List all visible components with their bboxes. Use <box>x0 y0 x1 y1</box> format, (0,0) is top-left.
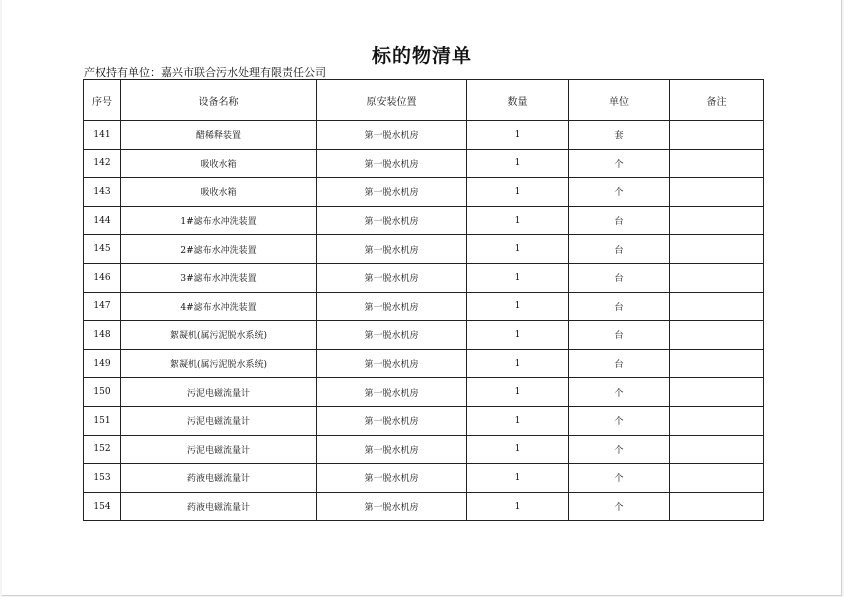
table-row <box>84 492 764 521</box>
table-row <box>84 178 764 207</box>
cell-row-number: 142 <box>84 149 121 178</box>
cell-install-location: 第一脱水机房 <box>317 435 467 464</box>
table-row <box>84 378 764 407</box>
header-cell: 数量 <box>467 80 569 121</box>
cell-unit: 台 <box>569 292 670 321</box>
cell-remarks <box>670 378 764 407</box>
cell-row-number: 147 <box>84 292 121 321</box>
cell-equipment-name: 药液电磁流量计 <box>121 492 317 521</box>
cell-equipment-name: 污泥电磁流量计 <box>121 406 317 435</box>
cell-unit: 个 <box>569 464 670 493</box>
cell-unit: 台 <box>569 349 670 378</box>
cell-install-location: 第一脱水机房 <box>317 464 467 493</box>
cell-install-location: 第一脱水机房 <box>317 149 467 178</box>
cell-remarks <box>670 435 764 464</box>
cell-remarks <box>670 349 764 378</box>
cell-quantity: 1 <box>467 321 569 350</box>
cell-quantity: 1 <box>467 492 569 521</box>
cell-quantity: 1 <box>467 178 569 207</box>
page-title: 标的物清单 <box>371 45 472 67</box>
cell-remarks <box>670 263 764 292</box>
owner-line: 产权持有单位：嘉兴市联合污水处理有限责任公司 <box>84 66 326 79</box>
cell-equipment-name: 2#滤布水冲洗装置 <box>121 235 317 264</box>
cell-quantity: 1 <box>467 263 569 292</box>
table-row <box>84 292 764 321</box>
table-row <box>84 464 764 493</box>
header-cell: 序号 <box>84 80 121 121</box>
cell-equipment-name: 醋稀释装置 <box>121 121 317 150</box>
cell-equipment-name: 絮凝机(属污泥脱水系统) <box>121 349 317 378</box>
cell-install-location: 第一脱水机房 <box>317 406 467 435</box>
cell-unit: 个 <box>569 178 670 207</box>
cell-quantity: 1 <box>467 464 569 493</box>
cell-row-number: 149 <box>84 349 121 378</box>
header-cell: 原安装位置 <box>317 80 467 121</box>
cell-quantity: 1 <box>467 349 569 378</box>
cell-remarks <box>670 149 764 178</box>
cell-install-location: 第一脱水机房 <box>317 492 467 521</box>
cell-equipment-name: 污泥电磁流量计 <box>121 378 317 407</box>
cell-remarks <box>670 464 764 493</box>
cell-unit: 台 <box>569 263 670 292</box>
cell-remarks <box>670 292 764 321</box>
cell-remarks <box>670 178 764 207</box>
header-cell: 设备名称 <box>121 80 317 121</box>
cell-quantity: 1 <box>467 121 569 150</box>
cell-equipment-name: 吸收水箱 <box>121 149 317 178</box>
cell-row-number: 154 <box>84 492 121 521</box>
cell-unit: 套 <box>569 121 670 150</box>
cell-quantity: 1 <box>467 378 569 407</box>
table-row <box>84 121 764 150</box>
cell-equipment-name: 吸收水箱 <box>121 178 317 207</box>
cell-row-number: 152 <box>84 435 121 464</box>
cell-install-location: 第一脱水机房 <box>317 178 467 207</box>
cell-unit: 个 <box>569 149 670 178</box>
cell-install-location: 第一脱水机房 <box>317 263 467 292</box>
cell-row-number: 144 <box>84 206 121 235</box>
equipment-table <box>83 79 764 521</box>
cell-equipment-name: 4#滤布水冲洗装置 <box>121 292 317 321</box>
cell-equipment-name: 药液电磁流量计 <box>121 464 317 493</box>
table-row <box>84 406 764 435</box>
cell-equipment-name: 1#滤布水冲洗装置 <box>121 206 317 235</box>
cell-row-number: 145 <box>84 235 121 264</box>
table-row <box>84 263 764 292</box>
cell-unit: 个 <box>569 378 670 407</box>
cell-unit: 个 <box>569 492 670 521</box>
cell-install-location: 第一脱水机房 <box>317 378 467 407</box>
table-row <box>84 206 764 235</box>
cell-quantity: 1 <box>467 406 569 435</box>
cell-row-number: 151 <box>84 406 121 435</box>
cell-unit: 台 <box>569 235 670 264</box>
cell-remarks <box>670 321 764 350</box>
table-row <box>84 149 764 178</box>
cell-quantity: 1 <box>467 235 569 264</box>
cell-remarks <box>670 406 764 435</box>
cell-install-location: 第一脱水机房 <box>317 235 467 264</box>
header-cell: 备注 <box>670 80 764 121</box>
cell-remarks <box>670 206 764 235</box>
cell-equipment-name: 污泥电磁流量计 <box>121 435 317 464</box>
cell-quantity: 1 <box>467 206 569 235</box>
cell-install-location: 第一脱水机房 <box>317 292 467 321</box>
cell-unit: 台 <box>569 206 670 235</box>
table-row <box>84 235 764 264</box>
cell-unit: 个 <box>569 406 670 435</box>
cell-row-number: 143 <box>84 178 121 207</box>
cell-unit: 台 <box>569 321 670 350</box>
cell-install-location: 第一脱水机房 <box>317 206 467 235</box>
table-header-row <box>84 80 764 121</box>
table-row <box>84 349 764 378</box>
cell-equipment-name: 3#滤布水冲洗装置 <box>121 263 317 292</box>
cell-row-number: 150 <box>84 378 121 407</box>
cell-equipment-name: 絮凝机(属污泥脱水系统) <box>121 321 317 350</box>
table-row <box>84 435 764 464</box>
cell-row-number: 148 <box>84 321 121 350</box>
cell-remarks <box>670 121 764 150</box>
cell-quantity: 1 <box>467 149 569 178</box>
cell-remarks <box>670 492 764 521</box>
cell-install-location: 第一脱水机房 <box>317 349 467 378</box>
cell-install-location: 第一脱水机房 <box>317 121 467 150</box>
header-cell: 单位 <box>569 80 670 121</box>
table-row <box>84 321 764 350</box>
cell-row-number: 153 <box>84 464 121 493</box>
cell-quantity: 1 <box>467 292 569 321</box>
cell-row-number: 146 <box>84 263 121 292</box>
cell-quantity: 1 <box>467 435 569 464</box>
cell-remarks <box>670 235 764 264</box>
cell-unit: 个 <box>569 435 670 464</box>
cell-row-number: 141 <box>84 121 121 150</box>
cell-install-location: 第一脱水机房 <box>317 321 467 350</box>
